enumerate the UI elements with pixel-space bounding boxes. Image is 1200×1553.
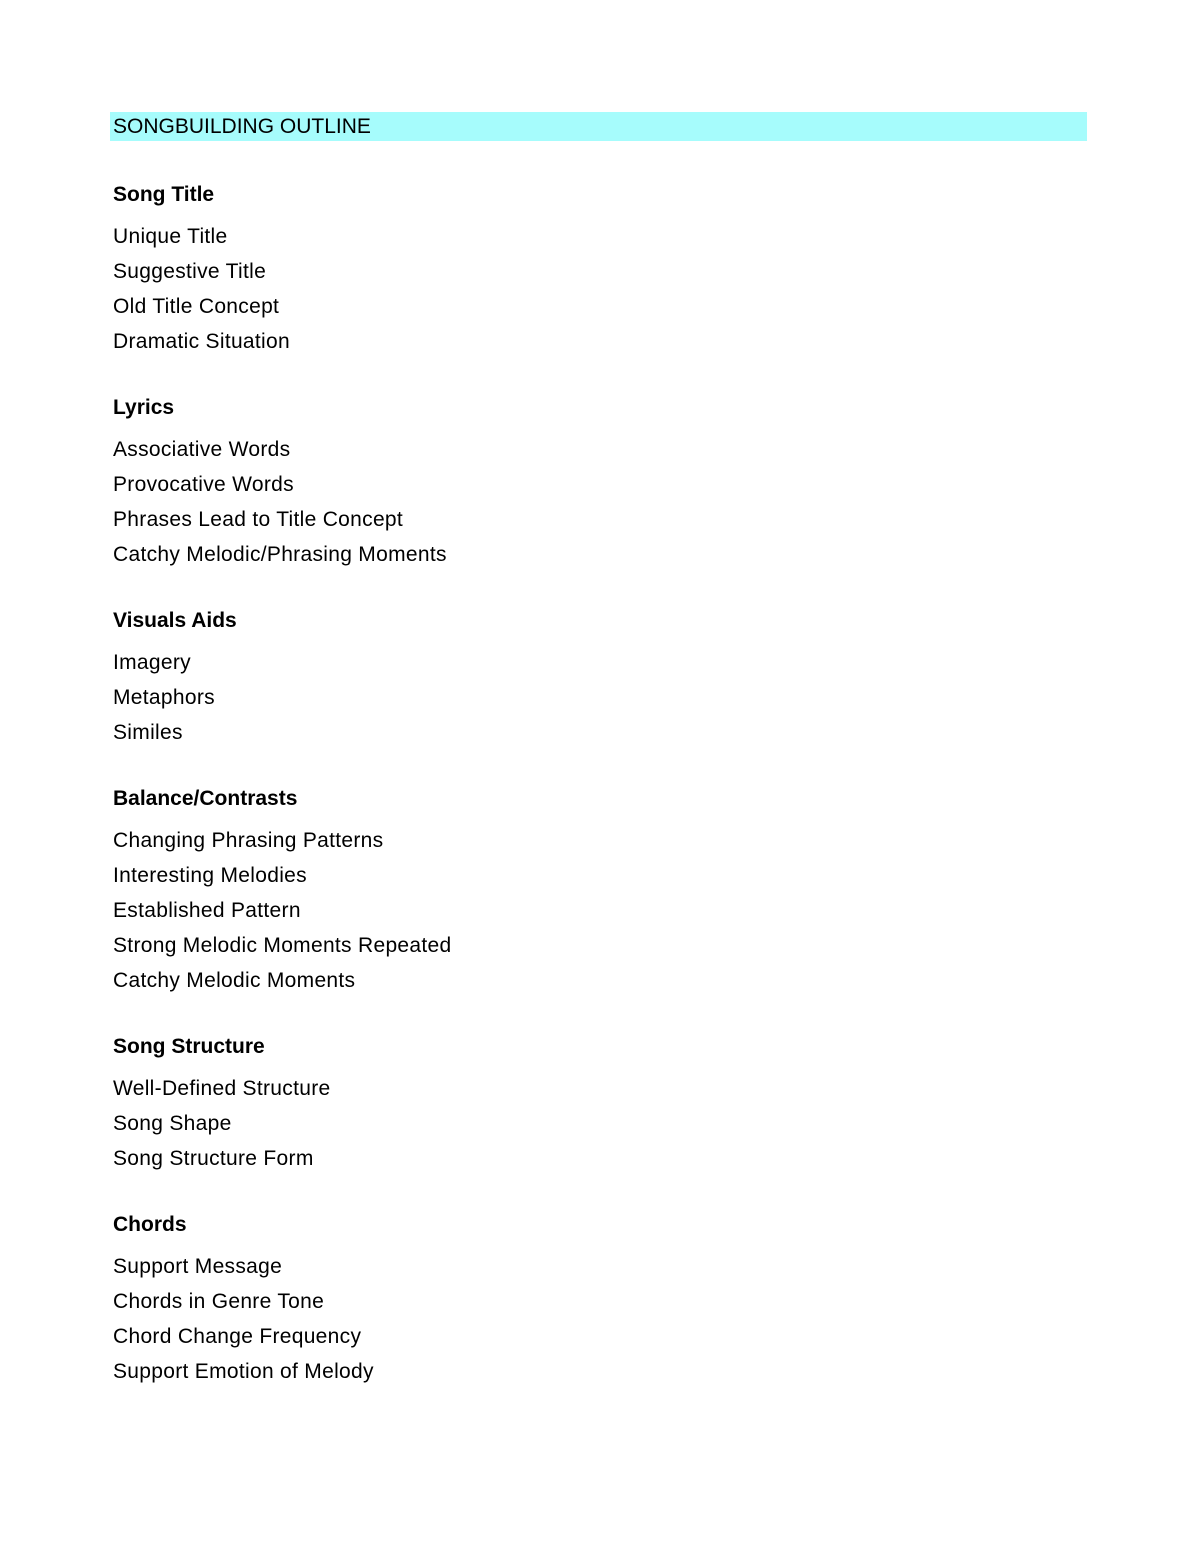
list-item: Similes [113,721,183,744]
list-item: Unique Title [113,225,228,248]
list-item: Suggestive Title [113,260,267,283]
section-balance-contrasts [113,784,1013,998]
title-highlight-bar [110,112,1087,141]
section-heading: Lyrics [113,396,175,419]
list-item: Associative Words [113,438,291,461]
section-chords [113,1210,1013,1389]
section-heading: Visuals Aids [113,609,237,632]
list-item: Metaphors [113,686,215,709]
list-item: Chords in Genre Tone [113,1290,325,1313]
list-item: Strong Melodic Moments Repeated [113,934,452,957]
list-item: Song Shape [113,1112,232,1135]
section-visuals-aids [113,606,1013,750]
section-heading: Balance/Contrasts [113,787,298,810]
section-heading: Song Title [113,183,215,206]
section-lyrics [113,393,1013,572]
list-item: Established Pattern [113,899,301,922]
list-item: Old Title Concept [113,295,280,318]
list-item: Interesting Melodies [113,864,307,887]
list-item: Well-Defined Structure [113,1077,331,1100]
list-item: Phrases Lead to Title Concept [113,508,404,531]
list-item: Imagery [113,651,191,674]
list-item: Support Message [113,1255,283,1278]
section-song-structure [113,1032,1013,1176]
outline-sections [113,180,1013,1423]
document-title: SONGBUILDING OUTLINE [113,115,371,138]
section-heading: Song Structure [113,1035,265,1058]
list-item: Song Structure Form [113,1147,314,1170]
section-song-title [113,180,1013,359]
section-heading: Chords [113,1213,187,1236]
list-item: Chord Change Frequency [113,1325,362,1348]
list-item: Changing Phrasing Patterns [113,829,384,852]
list-item: Catchy Melodic/Phrasing Moments [113,543,447,566]
list-item: Provocative Words [113,473,294,496]
list-item: Support Emotion of Melody [113,1360,374,1383]
list-item: Dramatic Situation [113,330,290,353]
list-item: Catchy Melodic Moments [113,969,356,992]
